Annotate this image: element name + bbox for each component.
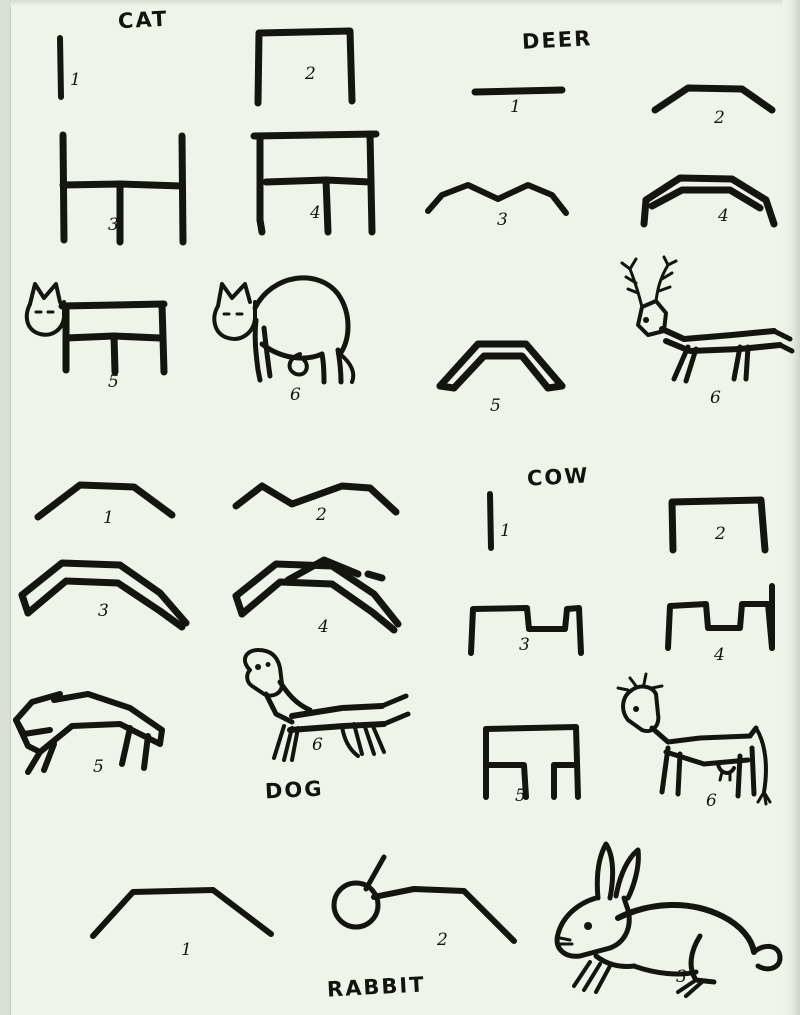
deer-step-5-figure	[430, 330, 590, 400]
deer-step-6-figure	[612, 255, 792, 395]
step-number: 4	[318, 617, 329, 637]
rabbit-step-2-figure	[318, 855, 518, 955]
step-number: 5	[490, 396, 501, 416]
deer-step-4-figure	[640, 170, 790, 230]
step-number: 2	[305, 64, 316, 84]
step-number: 4	[714, 645, 725, 665]
step-number: 3	[519, 635, 530, 655]
step-number: 2	[316, 505, 327, 525]
step-number: 5	[93, 757, 104, 777]
step-number: 4	[310, 203, 321, 223]
step-number: 1	[70, 70, 81, 90]
step-number: 1	[181, 940, 192, 960]
step-number: 1	[500, 521, 511, 541]
step-number: 2	[714, 108, 725, 128]
rabbit-step-3-figure	[540, 840, 790, 1005]
step-number: 1	[103, 508, 114, 528]
step-number: 6	[710, 388, 721, 408]
step-number: 6	[290, 385, 301, 405]
section-label-rabbit: RABBIT	[326, 972, 427, 1002]
step-number: 3	[108, 215, 119, 235]
rabbit-step-1-figure	[85, 870, 285, 950]
cow-step-5-figure	[478, 715, 603, 805]
step-number: 6	[312, 735, 323, 755]
step-number: 6	[706, 791, 717, 811]
step-number: 3	[497, 210, 508, 230]
cat-step-5-figure	[14, 272, 194, 382]
page-edge-top	[10, 0, 800, 6]
step-number: 5	[108, 372, 119, 392]
section-label-deer: DEER	[521, 26, 593, 54]
step-number: 4	[718, 206, 729, 226]
page-edge-left	[0, 0, 11, 1015]
dog-step-3-figure	[14, 555, 204, 635]
step-number: 3	[676, 967, 687, 987]
step-number: 5	[515, 786, 526, 806]
section-label-dog: DOG	[264, 776, 325, 804]
section-label-cow: COW	[526, 463, 591, 491]
dog-step-5-figure	[10, 680, 200, 780]
step-number: 2	[715, 524, 726, 544]
section-label-cat: CAT	[117, 6, 169, 34]
step-number: 1	[510, 97, 521, 117]
cow-step-6-figure	[600, 668, 790, 813]
step-number: 3	[98, 601, 109, 621]
step-number: 2	[437, 930, 448, 950]
cat-step-3-figure	[50, 130, 195, 250]
cat-step-6-figure	[200, 258, 380, 398]
